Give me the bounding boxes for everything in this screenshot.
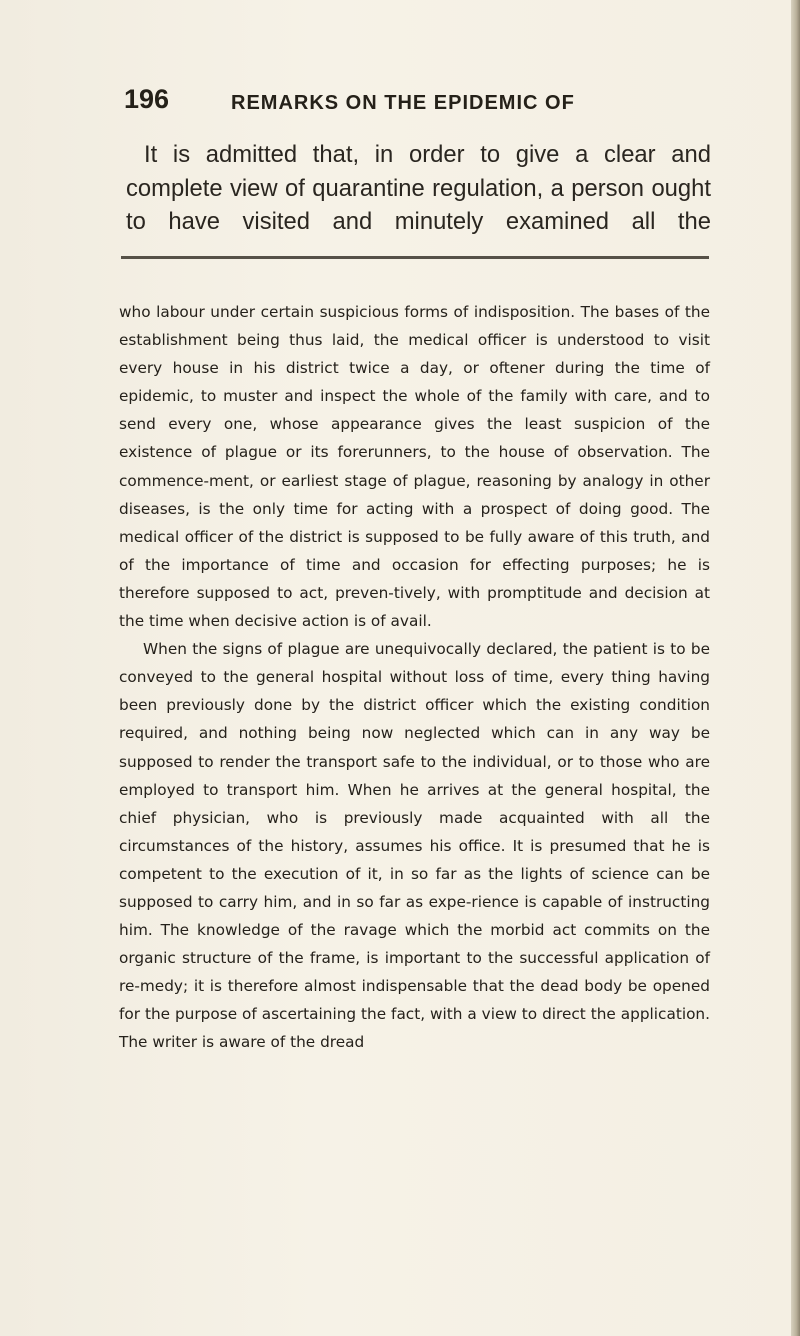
page-edge (791, 0, 800, 1336)
pasted-quote-block (126, 138, 711, 239)
body-text (119, 298, 710, 1057)
paragraph-1: who labour under certain suspicious forms of indisposition. The bases of the establishment being thus laid, the medical officer is understood to visit every house in his district twice a day, or oftener during the time of epidemic, to muster and inspect the whole of the family with care, and to send every one, whose appearance gives the least suspicion of the existence of plague or its forerunners, to the house of observation. The commence-ment, or earliest stage of plague, reasoning by analogy in other diseases, is the only time for acting with a prospect of doing good. The medical officer of the district is supposed to be fully aware of this truth, and of the importance of time and occasion for effecting purposes; he is therefore supposed to act, preven-tively, with promptitude and decision at the time when decisive action is of avail. (119, 303, 710, 631)
quote-text: It is admitted that, in order to give a clear and complete view of quarantine regulation, a person ought to have visited and minutely examined all the (126, 141, 711, 235)
page-number: 196 (124, 84, 170, 114)
divider-rule (121, 256, 709, 259)
page-header (124, 84, 684, 120)
running-head: REMARKS ON THE EPIDEMIC OF (231, 92, 575, 114)
paragraph-2: When the signs of plague are unequivocally declared, the patient is to be conveyed to the general hospital without loss of time, every thing having been previously done by the district officer which the existing condition required, and nothing being now neglected which can in any way be supposed to render the transport safe to the individual, or to those who are employed to transport him. When he arrives at the general hospital, the chief physician, who is previously made acquainted with all the circumstances of the history, assumes his office. It is presumed that he is competent to the execution of it, in so far as the lights of science can be supposed to carry him, and in so far as expe-rience is capable of instructing him. The knowledge of the ravage which the morbid act commits on the organic structure of the frame, is important to the successful application of re-medy; it is therefore almost indispensable that the dead body be opened for the purpose of ascertaining the fact, with a view to direct the application. The writer is aware of the dread (119, 640, 710, 1052)
